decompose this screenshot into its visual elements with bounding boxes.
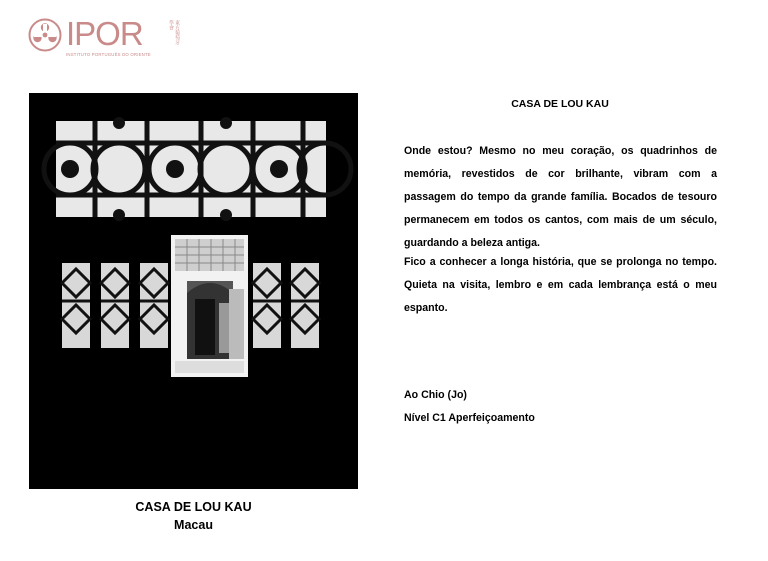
poem-title: CASA DE LOU KAU — [511, 98, 609, 110]
photo-caption-place: Macau — [174, 518, 213, 532]
poem-paragraph-2: Fico a conhecer a longa história, que se prolonga no tempo. Quieta na visita, lembro e em cada lembrança está o meu espanto. — [404, 256, 717, 314]
window-illustration — [29, 93, 358, 489]
central-doorway — [171, 235, 248, 377]
author-name: Ao Chio (Jo) — [404, 389, 467, 401]
ipor-emblem-icon — [28, 18, 62, 52]
ipor-logo — [28, 15, 180, 57]
logo-subtitle: INSTITUTO PORTUGUÊS DO ORIENTE — [66, 52, 151, 57]
transom-lattice — [44, 117, 351, 221]
logo-wordmark: IPOR — [66, 15, 143, 52]
house-photo — [29, 93, 358, 489]
poem-paragraph-1: Onde estou? Mesmo no meu coração, os quadrinhos de memória, revestidos de cor brilhante, vibram com a passagem do tempo da grande família. Bocados de tesouro permanecem em todos os cantos, com mais de um século, guardando a beleza antiga. — [404, 145, 717, 249]
logo-chinese-text: 東方葡萄牙學會 — [168, 20, 180, 45]
student-level: Nível C1 Aperfeiçoamento — [404, 412, 535, 424]
photo-caption-title: CASA DE LOU KAU — [135, 500, 252, 514]
